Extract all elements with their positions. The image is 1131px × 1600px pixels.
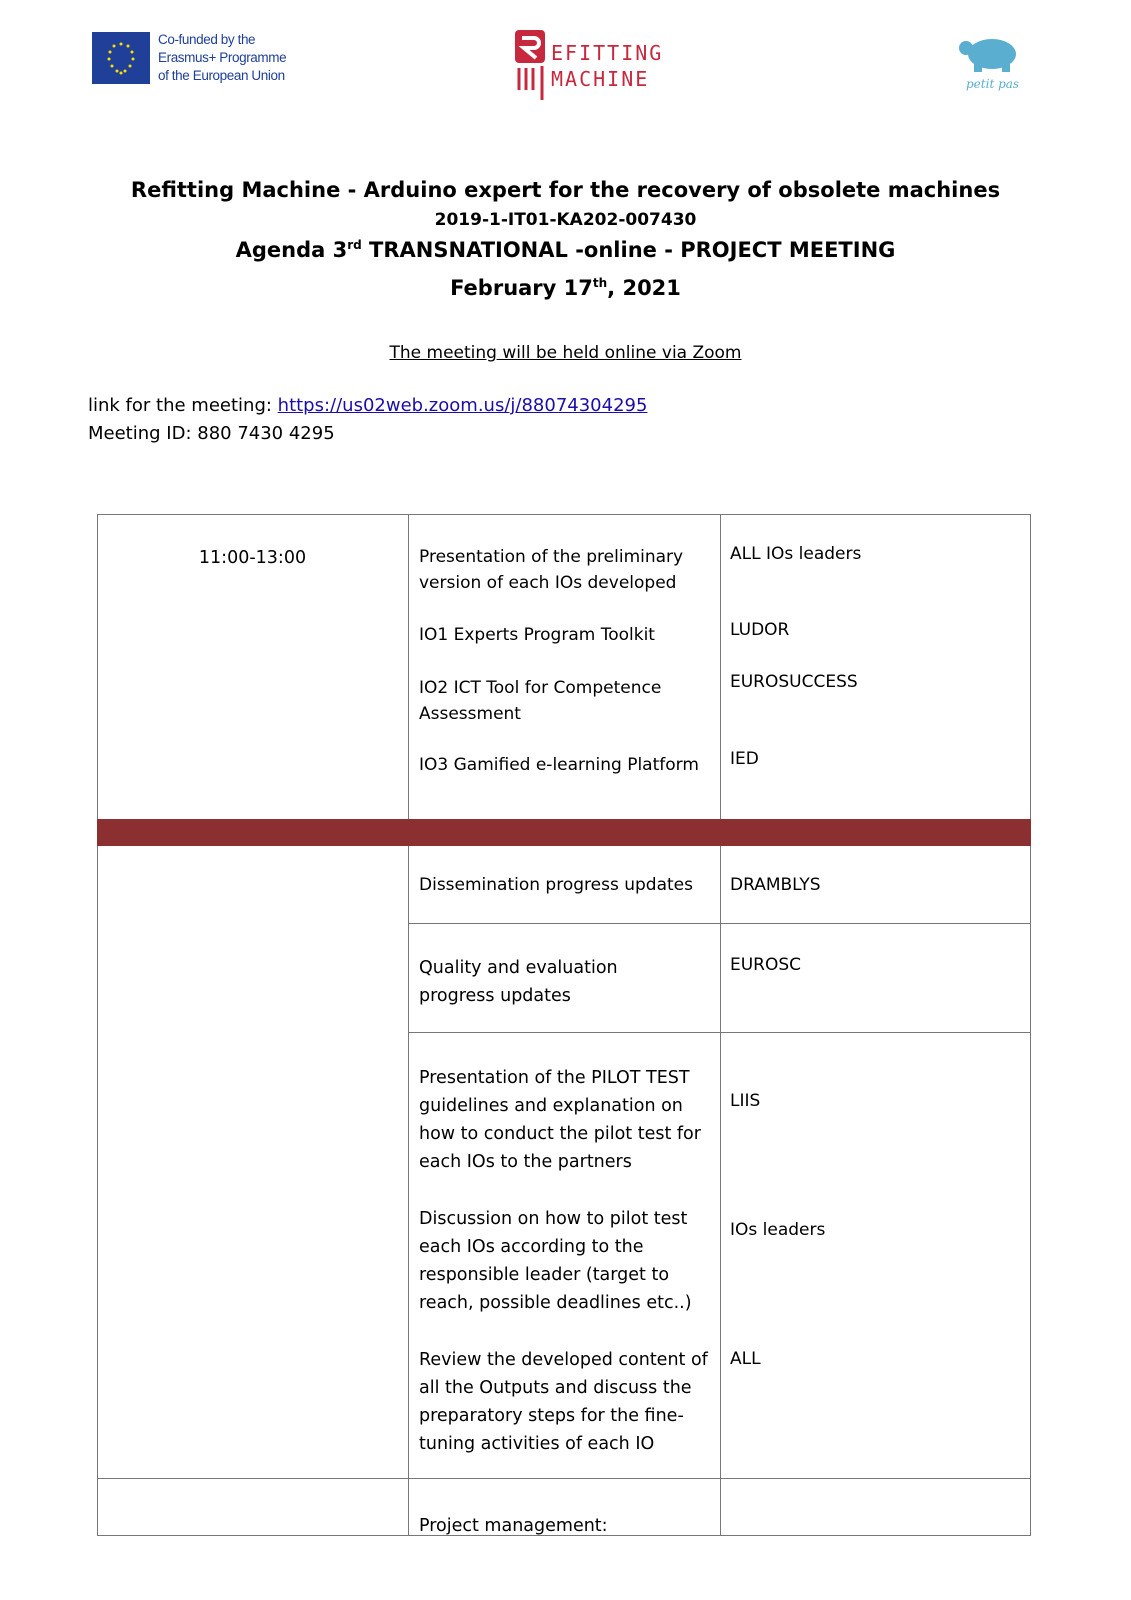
activity-cell: IO2 ICT Tool for Competence Assessment [419, 678, 662, 724]
activity-cell: Project management: [419, 1516, 608, 1536]
logo-text: EFITTING [551, 41, 664, 65]
agenda-heading [0, 238, 1131, 262]
responsible-cell: ALL IOs leaders [730, 544, 862, 564]
table-border [408, 514, 409, 1536]
zoom-link[interactable]: https://us02web.zoom.us/j/88074304295 [277, 395, 648, 416]
link-label: link for the meeting: [88, 395, 278, 416]
eu-flag-logo [92, 32, 150, 84]
responsible-cell: LIIS [730, 1091, 761, 1111]
activity-cell: Presentation of the PILOT TEST guidelines and explanation on how to conduct the pilot test for each IOs to the partners [419, 1068, 701, 1172]
activity-cell: Quality and evaluation progress updates [419, 958, 618, 1006]
responsible-cell: EUROSC [730, 955, 802, 975]
date-sup: th [592, 276, 608, 290]
date-suffix: , 2021 [607, 276, 681, 300]
table-border [408, 923, 1031, 924]
responsible-cell: IED [730, 749, 759, 769]
eu-text-line: Co-funded by the [158, 32, 256, 47]
responsible-cell: IOs leaders [730, 1220, 826, 1240]
eu-text-line: Erasmus+ Programme [158, 50, 287, 65]
responsible-cell: LUDOR [730, 620, 790, 640]
eu-text-line: of the European Union [158, 68, 285, 83]
agenda-suffix: TRANSNATIONAL -online - PROJECT MEETING [361, 238, 896, 262]
time-slot: 11:00-13:00 [198, 548, 307, 568]
activity-cell: Presentation of the preliminary version of each IOs developed [419, 547, 684, 593]
responsible-cell: EUROSUCCESS [730, 672, 858, 692]
petit-pas-turtle-logo [952, 34, 1032, 94]
agenda-prefix: Agenda 3 [235, 238, 348, 262]
table-border [97, 1478, 1031, 1479]
eu-cofunded-text [158, 31, 286, 85]
activity-cell: Discussion on how to pilot test each IOs according to the responsible leader (target to reach, possible deadlines etc..) [419, 1209, 692, 1313]
responsible-cell: ALL [730, 1349, 761, 1369]
document-title: Refitting Machine - Arduino expert for the recovery of obsolete machines [130, 178, 1001, 202]
table-border [408, 1032, 1031, 1033]
table-border [97, 514, 1031, 515]
meeting-date [0, 276, 1131, 300]
activity-cell: Dissemination progress updates [419, 875, 693, 895]
meeting-id: Meeting ID: 880 7430 4295 [88, 423, 335, 444]
refitting-machine-logo [515, 30, 685, 102]
table-border [1030, 514, 1031, 1536]
logo-text: MACHINE [551, 67, 650, 91]
activity-cell: IO3 Gamified e-learning Platform [419, 755, 699, 775]
project-code: 2019-1-IT01-KA202-007430 [434, 210, 697, 230]
online-note: The meeting will be held online via Zoom [389, 343, 742, 363]
date-prefix: February 17 [450, 276, 593, 300]
activity-cell: Review the developed content of all the Outputs and discuss the preparatory steps for the fine-tuning activities of each IO [419, 1350, 708, 1454]
meeting-link-line [88, 395, 647, 416]
table-border [720, 514, 721, 1536]
responsible-cell: DRAMBLYS [730, 875, 821, 895]
section-divider-bar [97, 819, 1031, 846]
activity-cell: IO1 Experts Program Toolkit [419, 625, 655, 645]
svg-text:petit pas: petit pas [966, 77, 1020, 91]
agenda-sup: rd [347, 238, 362, 252]
table-border [97, 514, 98, 1536]
